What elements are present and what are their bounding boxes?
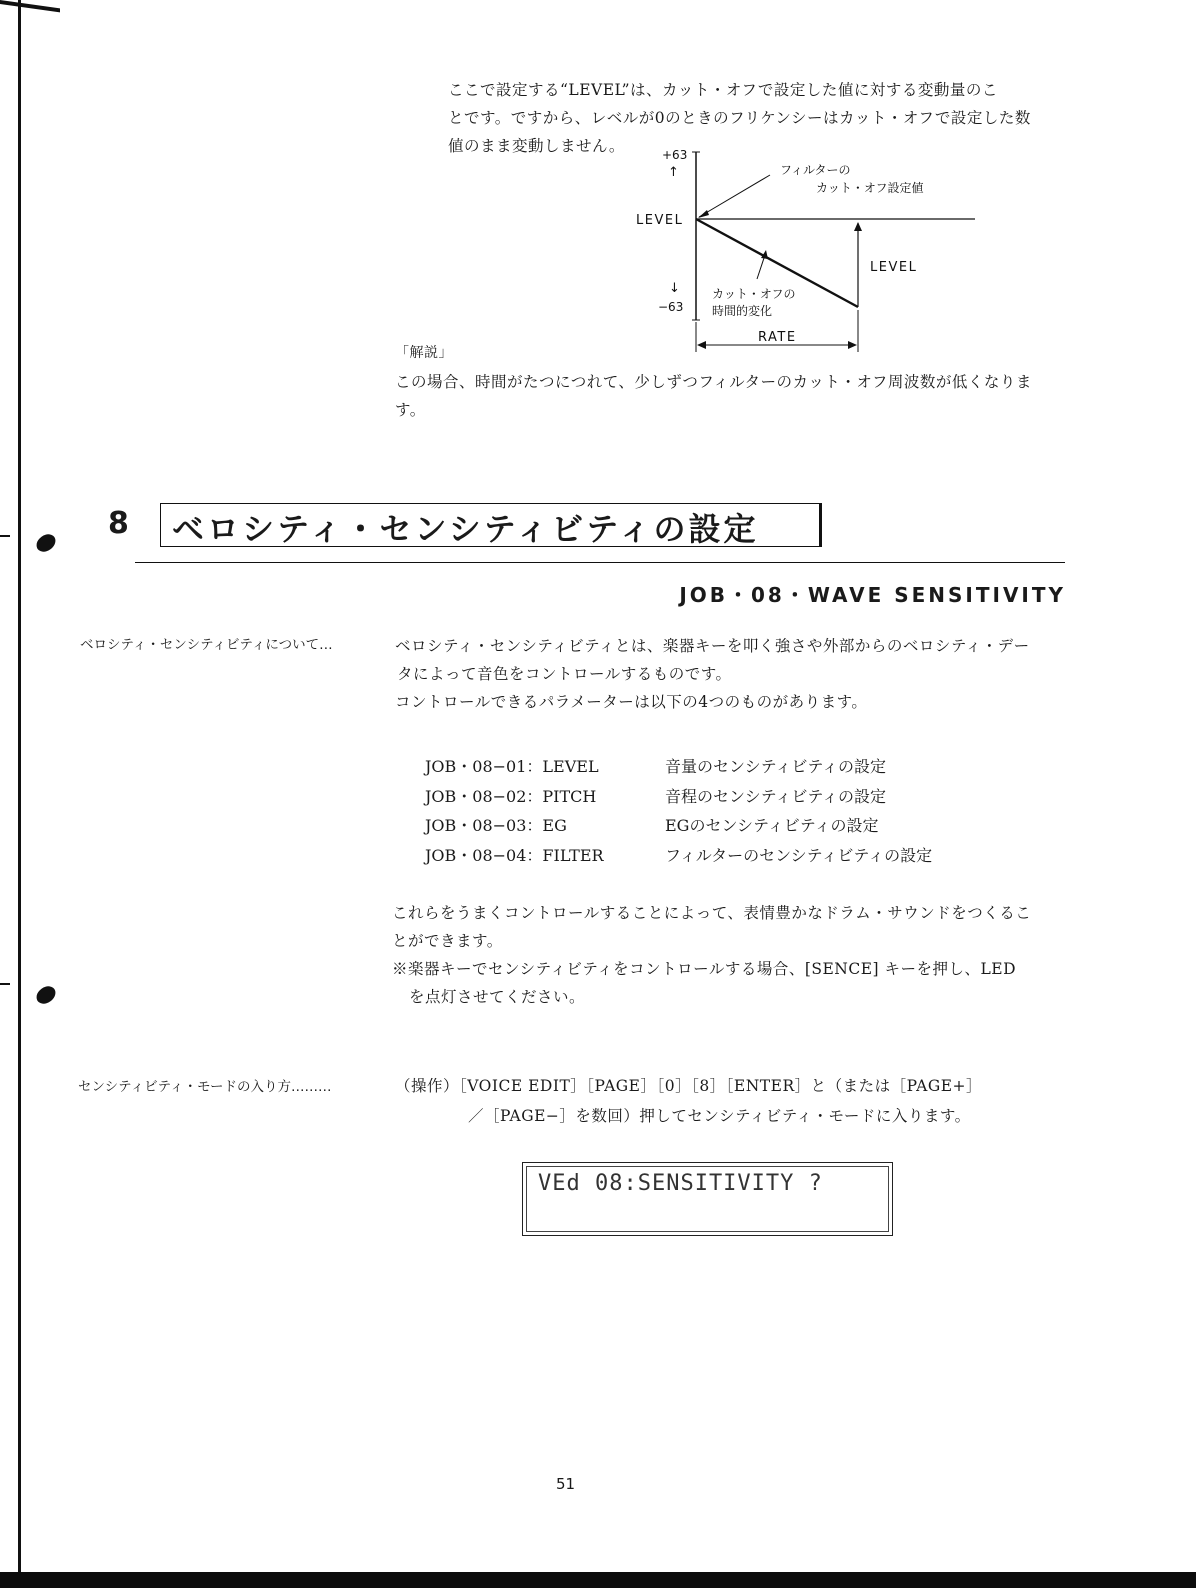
binder-hole-mark [34, 982, 59, 1008]
section-title: ベロシティ・センシティビティの設定 [172, 510, 759, 548]
explanation-heading: 「解説」 [395, 345, 453, 361]
level-rate-diagram [620, 140, 990, 360]
about-paragraph [395, 632, 1075, 716]
explanation-line: す。 [395, 401, 426, 419]
section-number: 8 [108, 506, 129, 541]
margin-tick [0, 983, 10, 985]
about-line: ベロシティ・センシティビティとは、楽器キーを叩く強さや外部からのベロシティ・デー [395, 637, 1030, 655]
about-line: コントロールできるパラメーターは以下の4つのものがあります。 [395, 693, 868, 711]
scan-edge-bottom [0, 1572, 1196, 1588]
job-row [425, 841, 932, 871]
change-label-line2: 時間的変化 [712, 304, 773, 318]
rate-arrow-left [697, 341, 706, 349]
page-number: 51 [556, 1475, 576, 1493]
summary-line: これらをうまくコントロールすることによって、表情豊かなドラム・サウンドをつくるこ [392, 904, 1032, 922]
rate-label: RATE [758, 330, 797, 345]
left-level-label: LEVEL [636, 213, 684, 228]
job-code: JOB・08−01：LEVEL [425, 757, 599, 776]
change-label-line1: カット・オフの [712, 287, 796, 301]
section-rule [135, 562, 1065, 563]
mode-line: ／［PAGE−］を数回）押してセンシティビティ・モードに入ります。 [468, 1107, 971, 1125]
job-row [425, 782, 932, 812]
intro-line: とです。ですから、レベルが0のときのフリケンシーはカット・オフで設定した数 [448, 109, 1031, 127]
scan-edge-top [0, 0, 60, 12]
about-line: タによって音色をコントロールするものです。 [397, 665, 732, 683]
job-desc: フィルターのセンシティビティの設定 [665, 845, 933, 865]
down-arrow-icon: ↓ [669, 281, 680, 296]
lcd-text: VEd 08:SENSITIVITY ? [538, 1171, 823, 1196]
cutoff-leader-arrow [698, 210, 709, 218]
job-row [425, 752, 932, 782]
lcd-display [522, 1162, 893, 1236]
cutoff-label-line1: フィルターの [780, 163, 851, 177]
job-desc: 音量のセンシティビティの設定 [665, 757, 887, 776]
top-value-label: +63 [662, 148, 688, 162]
job-desc: 音程のセンシティビティの設定 [665, 786, 887, 806]
cutoff-leader-line [699, 175, 770, 217]
job-list [425, 752, 932, 870]
level-arrow-head [854, 222, 862, 231]
section-subtitle: JOB・08・WAVE SENSITIVITY [679, 583, 1066, 607]
scan-edge-left [18, 0, 21, 1580]
summary-paragraph [392, 899, 1031, 1011]
bottom-value-label: −63 [658, 300, 684, 314]
mode-label: センシティビティ・モードの入り方……… [78, 1079, 332, 1095]
job-code: JOB・08−04：FILTER [425, 845, 604, 865]
summary-note: ※楽器キーでセンシティビティをコントロールする場合、[SENCE] キーを押し、LED [392, 960, 1017, 978]
summary-line: とができます。 [392, 932, 503, 950]
right-level-label: LEVEL [870, 260, 918, 275]
job-code: JOB・08−02：PITCH [425, 786, 597, 806]
margin-tick [0, 535, 10, 537]
job-code: JOB・08−03：EG [425, 816, 567, 835]
binder-hole-mark [34, 530, 59, 556]
about-label: ベロシティ・センシティビティについて… [80, 637, 333, 653]
job-row [425, 811, 932, 841]
summary-note: を点灯させてください。 [409, 988, 586, 1006]
intro-line: 値のまま変動しません。 [448, 137, 625, 155]
up-arrow-icon: ↑ [668, 165, 679, 180]
rate-arrow-right [848, 341, 857, 349]
explanation-line: この場合、時間がたつにつれて、少しずつフィルターのカット・オフ周波数が低くなりま [395, 373, 1032, 391]
mode-line: （操作）［VOICE EDIT］［PAGE］［0］［8］［ENTER］と（または［PAGE+］ [395, 1077, 983, 1095]
cutoff-label-line2: カット・オフ設定値 [816, 181, 924, 195]
job-desc: EGのセンシティビティの設定 [665, 816, 879, 835]
intro-line: ここで設定する“LEVEL”は、カット・オフで設定した値に対する変動量のこ [448, 81, 998, 99]
explanation-paragraph [395, 368, 1032, 424]
